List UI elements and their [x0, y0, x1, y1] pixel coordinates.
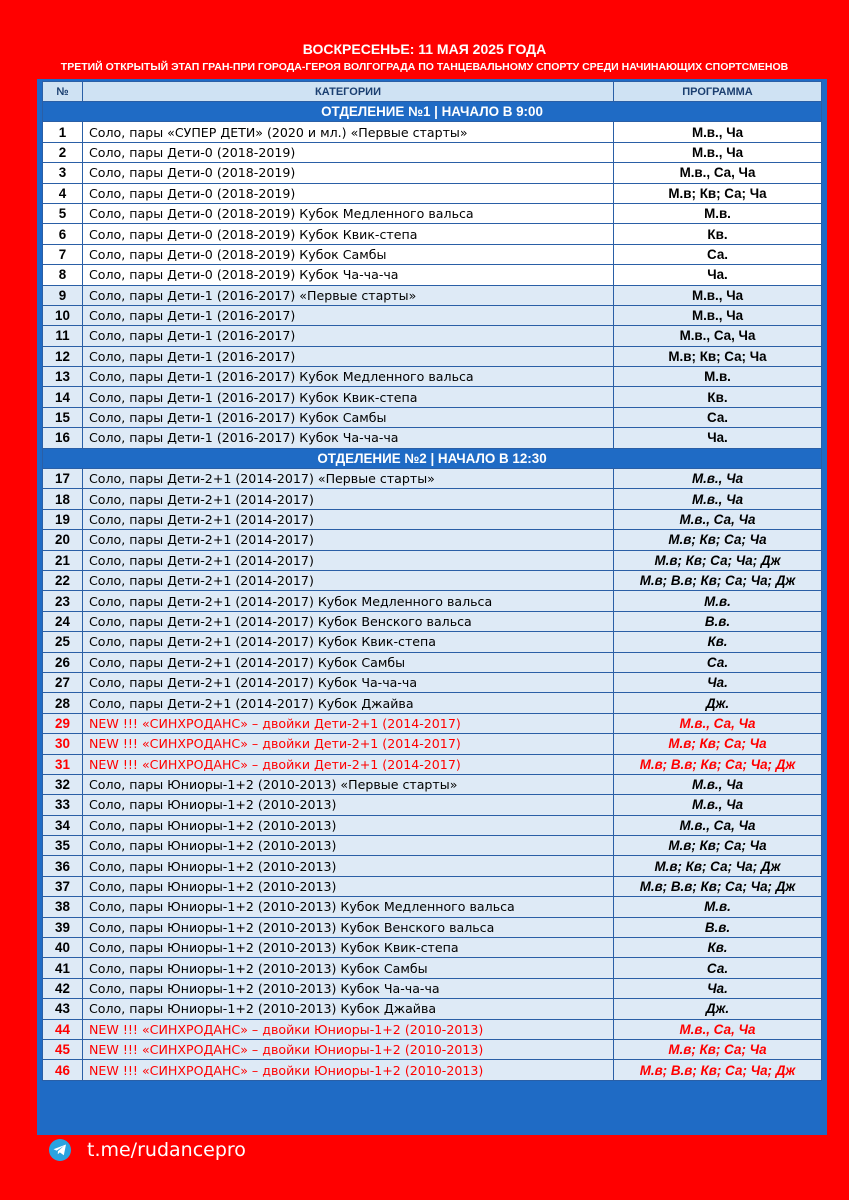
row-number: 2	[43, 142, 83, 162]
row-number: 10	[43, 305, 83, 325]
row-program: М.в; В.в; Кв; Са; Ча; Дж	[614, 754, 822, 774]
row-category: Соло, пары Юниоры-1+2 (2010-2013) Кубок Самбы	[83, 958, 614, 978]
row-category: Соло, пары Юниоры-1+2 (2010-2013) Кубок Квик-степа	[83, 938, 614, 958]
table-row	[43, 713, 822, 733]
section-title: ОТДЕЛЕНИЕ №2 | НАЧАЛО В 12:30	[43, 448, 822, 468]
row-number: 18	[43, 489, 83, 509]
row-program: М.в., Са, Ча	[614, 1019, 822, 1039]
table-row	[43, 754, 822, 774]
row-number: 17	[43, 469, 83, 489]
row-number: 20	[43, 530, 83, 550]
footer	[49, 1138, 246, 1162]
row-number: 28	[43, 693, 83, 713]
row-number: 33	[43, 795, 83, 815]
table-row	[43, 183, 822, 203]
row-category: Соло, пары Дети-2+1 (2014-2017) Кубок Самбы	[83, 652, 614, 672]
row-program: М.в; Кв; Са; Ча	[614, 734, 822, 754]
table-row	[43, 346, 822, 366]
row-number: 44	[43, 1019, 83, 1039]
row-number: 36	[43, 856, 83, 876]
row-program: М.в., Ча	[614, 122, 822, 142]
table-row	[43, 367, 822, 387]
row-number: 43	[43, 999, 83, 1019]
table-row	[43, 1019, 822, 1039]
table-row	[43, 224, 822, 244]
row-number: 38	[43, 897, 83, 917]
column-header-num: №	[43, 82, 83, 102]
row-number: 3	[43, 163, 83, 183]
row-program: М.в; Кв; Са; Ча; Дж	[614, 856, 822, 876]
table-row	[43, 142, 822, 162]
row-number: 27	[43, 672, 83, 692]
row-number: 37	[43, 876, 83, 896]
row-number: 45	[43, 1039, 83, 1059]
row-category: Соло, пары Дети-0 (2018-2019) Кубок Квик-степа	[83, 224, 614, 244]
row-number: 23	[43, 591, 83, 611]
table-row	[43, 591, 822, 611]
row-program: М.в; Кв; Са; Ча	[614, 530, 822, 550]
row-category: Соло, пары Дети-1 (2016-2017)	[83, 326, 614, 346]
table-row	[43, 265, 822, 285]
table-row	[43, 305, 822, 325]
row-number: 25	[43, 632, 83, 652]
row-number: 34	[43, 815, 83, 835]
row-category: Соло, пары Дети-1 (2016-2017)	[83, 305, 614, 325]
row-number: 26	[43, 652, 83, 672]
table-row	[43, 530, 822, 550]
row-category: Соло, пары «СУПЕР ДЕТИ» (2020 и мл.) «Первые старты»	[83, 122, 614, 142]
row-category: Соло, пары Дети-2+1 (2014-2017) Кубок Венского вальса	[83, 611, 614, 631]
table-row	[43, 856, 822, 876]
row-program: Ча.	[614, 978, 822, 998]
row-program: М.в., Са, Ча	[614, 163, 822, 183]
column-header-category: КАТЕГОРИИ	[83, 82, 614, 102]
table-row	[43, 938, 822, 958]
table-row	[43, 407, 822, 427]
row-program: В.в.	[614, 917, 822, 937]
row-number: 35	[43, 836, 83, 856]
telegram-link[interactable]: t.me/rudancepro	[87, 1139, 246, 1161]
row-category: Соло, пары Дети-2+1 (2014-2017) Кубок Ча-ча-ча	[83, 672, 614, 692]
row-category: Соло, пары Дети-0 (2018-2019) Кубок Ча-ча-ча	[83, 265, 614, 285]
table-row	[43, 285, 822, 305]
row-number: 29	[43, 713, 83, 733]
row-number: 7	[43, 244, 83, 264]
row-program: М.в; Кв; Са; Ча	[614, 183, 822, 203]
row-category: Соло, пары Юниоры-1+2 (2010-2013) «Первые старты»	[83, 774, 614, 794]
row-program: Кв.	[614, 387, 822, 407]
row-program: М.в., Ча	[614, 285, 822, 305]
row-category: Соло, пары Юниоры-1+2 (2010-2013)	[83, 856, 614, 876]
row-program: Са.	[614, 407, 822, 427]
table-row	[43, 244, 822, 264]
row-category: Соло, пары Дети-2+1 (2014-2017)	[83, 570, 614, 590]
table-row	[43, 774, 822, 794]
row-number: 30	[43, 734, 83, 754]
row-program: М.в., Са, Ча	[614, 713, 822, 733]
row-number: 5	[43, 203, 83, 223]
table-row	[43, 611, 822, 631]
row-program: М.в.	[614, 203, 822, 223]
row-category: Соло, пары Дети-0 (2018-2019) Кубок Самбы	[83, 244, 614, 264]
table-body	[43, 102, 822, 1081]
row-number: 16	[43, 428, 83, 448]
table-row	[43, 387, 822, 407]
row-number: 41	[43, 958, 83, 978]
table-row	[43, 652, 822, 672]
row-category: Соло, пары Дети-2+1 (2014-2017) Кубок Джайва	[83, 693, 614, 713]
row-category: Соло, пары Дети-0 (2018-2019)	[83, 183, 614, 203]
row-number: 21	[43, 550, 83, 570]
table-row	[43, 897, 822, 917]
row-program: Са.	[614, 244, 822, 264]
row-program: М.в; В.в; Кв; Са; Ча; Дж	[614, 570, 822, 590]
table-row	[43, 999, 822, 1019]
row-program: М.в., Ча	[614, 142, 822, 162]
table-row	[43, 734, 822, 754]
table-row	[43, 163, 822, 183]
row-category: Соло, пары Юниоры-1+2 (2010-2013)	[83, 876, 614, 896]
row-category: Соло, пары Юниоры-1+2 (2010-2013)	[83, 836, 614, 856]
row-program: Дж.	[614, 693, 822, 713]
row-number: 24	[43, 611, 83, 631]
table-row	[43, 958, 822, 978]
row-program: Ча.	[614, 428, 822, 448]
row-category: Соло, пары Дети-2+1 (2014-2017) Кубок Медленного вальса	[83, 591, 614, 611]
row-category: Соло, пары Дети-0 (2018-2019)	[83, 142, 614, 162]
row-number: 13	[43, 367, 83, 387]
row-program: М.в., Са, Ча	[614, 815, 822, 835]
row-category: Соло, пары Дети-1 (2016-2017) «Первые старты»	[83, 285, 614, 305]
row-category: Соло, пары Дети-0 (2018-2019)	[83, 163, 614, 183]
table-row	[43, 836, 822, 856]
section-title: ОТДЕЛЕНИЕ №1 | НАЧАЛО В 9:00	[43, 102, 822, 122]
row-category: Соло, пары Юниоры-1+2 (2010-2013) Кубок Медленного вальса	[83, 897, 614, 917]
row-number: 15	[43, 407, 83, 427]
row-category: Соло, пары Дети-2+1 (2014-2017)	[83, 550, 614, 570]
row-number: 46	[43, 1060, 83, 1080]
row-program: М.в; Кв; Са; Ча	[614, 346, 822, 366]
table-header-row	[43, 82, 822, 102]
table-row	[43, 428, 822, 448]
table-row	[43, 122, 822, 142]
row-number: 14	[43, 387, 83, 407]
row-program: М.в; В.в; Кв; Са; Ча; Дж	[614, 876, 822, 896]
telegram-icon[interactable]	[49, 1139, 71, 1161]
row-number: 8	[43, 265, 83, 285]
row-program: М.в., Ча	[614, 489, 822, 509]
row-category: NEW !!! «СИНХРОДАНС» – двойки Юниоры-1+2 (2010-2013)	[83, 1039, 614, 1059]
table-row	[43, 1039, 822, 1059]
table-row	[43, 489, 822, 509]
row-program: Кв.	[614, 938, 822, 958]
row-category: Соло, пары Дети-2+1 (2014-2017)	[83, 530, 614, 550]
row-category: Соло, пары Дети-1 (2016-2017) Кубок Самбы	[83, 407, 614, 427]
table-row	[43, 815, 822, 835]
row-number: 9	[43, 285, 83, 305]
row-category: Соло, пары Юниоры-1+2 (2010-2013) Кубок Ча-ча-ча	[83, 978, 614, 998]
table-row	[43, 550, 822, 570]
row-number: 39	[43, 917, 83, 937]
row-program: Дж.	[614, 999, 822, 1019]
row-category: NEW !!! «СИНХРОДАНС» – двойки Юниоры-1+2 (2010-2013)	[83, 1060, 614, 1080]
table-row	[43, 469, 822, 489]
row-number: 11	[43, 326, 83, 346]
row-category: Соло, пары Юниоры-1+2 (2010-2013)	[83, 815, 614, 835]
table-row	[43, 570, 822, 590]
row-program: Кв.	[614, 224, 822, 244]
row-program: М.в., Са, Ча	[614, 509, 822, 529]
row-category: NEW !!! «СИНХРОДАНС» – двойки Дети-2+1 (2014-2017)	[83, 734, 614, 754]
row-program: М.в., Ча	[614, 795, 822, 815]
page-subtitle: ТРЕТИЙ ОТКРЫТЫЙ ЭТАП ГРАН-ПРИ ГОРОДА-ГЕРОЯ ВОЛГОГРАДА ПО ТАНЦЕВАЛЬНОМУ СПОРТУ СРЕДИ НАЧИНАЮЩИХ СПОРТСМЕНОВ	[60, 61, 789, 73]
row-category: Соло, пары Дети-1 (2016-2017)	[83, 346, 614, 366]
row-category: NEW !!! «СИНХРОДАНС» – двойки Юниоры-1+2 (2010-2013)	[83, 1019, 614, 1039]
row-number: 1	[43, 122, 83, 142]
row-category: Соло, пары Дети-2+1 (2014-2017)	[83, 489, 614, 509]
table-row	[43, 1060, 822, 1080]
table-row	[43, 876, 822, 896]
row-program: М.в; Кв; Са; Ча	[614, 1039, 822, 1059]
row-program: М.в., Ча	[614, 774, 822, 794]
row-program: М.в.	[614, 367, 822, 387]
row-program: М.в; Кв; Са; Ча	[614, 836, 822, 856]
row-program: М.в., Са, Ча	[614, 326, 822, 346]
section-header-row	[43, 102, 822, 122]
table-row	[43, 693, 822, 713]
row-category: Соло, пары Дети-1 (2016-2017) Кубок Ча-ча-ча	[83, 428, 614, 448]
table-row	[43, 672, 822, 692]
row-number: 42	[43, 978, 83, 998]
row-category: Соло, пары Дети-1 (2016-2017) Кубок Квик-степа	[83, 387, 614, 407]
row-program: М.в., Ча	[614, 469, 822, 489]
row-program: М.в.	[614, 897, 822, 917]
column-header-program: ПРОГРАММА	[614, 82, 822, 102]
row-category: Соло, пары Дети-1 (2016-2017) Кубок Медленного вальса	[83, 367, 614, 387]
row-category: Соло, пары Дети-2+1 (2014-2017) «Первые старты»	[83, 469, 614, 489]
table-row	[43, 795, 822, 815]
table-row	[43, 509, 822, 529]
table-row	[43, 632, 822, 652]
row-number: 40	[43, 938, 83, 958]
row-program: В.в.	[614, 611, 822, 631]
row-program: М.в.	[614, 591, 822, 611]
row-program: Са.	[614, 652, 822, 672]
row-category: Соло, пары Дети-2+1 (2014-2017) Кубок Квик-степа	[83, 632, 614, 652]
row-number: 19	[43, 509, 83, 529]
row-program: Ча.	[614, 265, 822, 285]
row-category: Соло, пары Юниоры-1+2 (2010-2013)	[83, 795, 614, 815]
row-number: 6	[43, 224, 83, 244]
row-number: 4	[43, 183, 83, 203]
row-category: Соло, пары Юниоры-1+2 (2010-2013) Кубок Джайва	[83, 999, 614, 1019]
row-category: Соло, пары Дети-2+1 (2014-2017)	[83, 509, 614, 529]
row-category: Соло, пары Юниоры-1+2 (2010-2013) Кубок Венского вальса	[83, 917, 614, 937]
row-number: 31	[43, 754, 83, 774]
row-number: 32	[43, 774, 83, 794]
table-row	[43, 917, 822, 937]
row-category: NEW !!! «СИНХРОДАНС» – двойки Дети-2+1 (2014-2017)	[83, 713, 614, 733]
row-program: Ча.	[614, 672, 822, 692]
row-category: Соло, пары Дети-0 (2018-2019) Кубок Медленного вальса	[83, 203, 614, 223]
row-number: 12	[43, 346, 83, 366]
row-program: М.в; Кв; Са; Ча; Дж	[614, 550, 822, 570]
table-row	[43, 326, 822, 346]
section-header-row	[43, 448, 822, 468]
row-program: Са.	[614, 958, 822, 978]
row-program: Кв.	[614, 632, 822, 652]
row-program: М.в., Ча	[614, 305, 822, 325]
row-program: М.в; В.в; Кв; Са; Ча; Дж	[614, 1060, 822, 1080]
schedule-table	[42, 81, 822, 1081]
page-title: ВОСКРЕСЕНЬЕ: 11 МАЯ 2025 ГОДА	[302, 41, 547, 57]
table-row	[43, 203, 822, 223]
row-category: NEW !!! «СИНХРОДАНС» – двойки Дети-2+1 (2014-2017)	[83, 754, 614, 774]
row-number: 22	[43, 570, 83, 590]
table-row	[43, 978, 822, 998]
